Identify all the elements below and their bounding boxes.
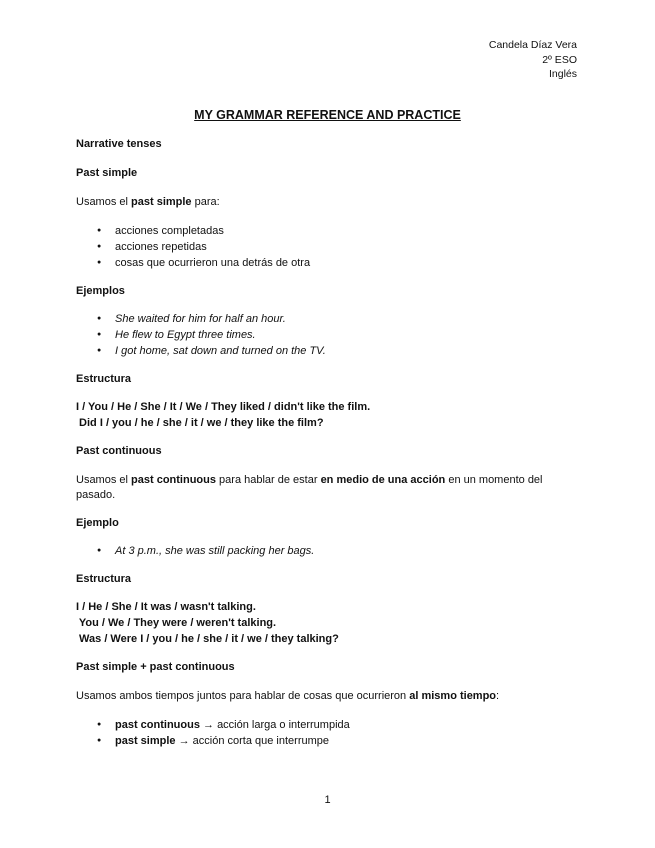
past-simple-examples-list bbox=[76, 311, 581, 359]
list-item: ● He flew to Egypt three times. bbox=[76, 327, 581, 343]
list-item: ● past continuous → acción larga o interrumpida bbox=[76, 717, 581, 733]
document-body bbox=[76, 137, 581, 749]
list-item: ● At 3 p.m., she was still packing her bags. bbox=[76, 543, 581, 559]
subheading-example: Ejemplo bbox=[76, 517, 119, 529]
structure-line: Was / Were I / you / he / she / it / we / they talking? bbox=[76, 633, 339, 645]
structure-line: I / He / She / It was / wasn't talking. bbox=[76, 601, 256, 613]
list-item: ● I got home, sat down and turned on the TV. bbox=[76, 343, 581, 359]
section-heading-narrative-tenses: Narrative tenses bbox=[76, 138, 162, 150]
section-heading-past-simple: Past simple bbox=[76, 167, 138, 179]
structure-line: Did I / you / he / she / it / we / they like the film? bbox=[76, 417, 324, 429]
section-heading-combined: Past simple + past continuous bbox=[76, 661, 235, 673]
list-item: ● acciones completadas bbox=[76, 223, 581, 239]
list-item: ● cosas que ocurrieron una detrás de otra bbox=[76, 255, 581, 271]
past-continuous-examples-list bbox=[76, 543, 581, 559]
list-item: ● past simple → acción corta que interrumpe bbox=[76, 733, 581, 749]
author-name: Candela Díaz Vera bbox=[488, 39, 577, 51]
page-number: 1 bbox=[324, 794, 331, 806]
section-heading-past-continuous: Past continuous bbox=[76, 445, 162, 457]
document-title: MY GRAMMAR REFERENCE AND PRACTICE bbox=[194, 108, 461, 122]
past-simple-intro: Usamos el past simple para: bbox=[76, 196, 220, 208]
subheading-examples: Ejemplos bbox=[76, 285, 125, 297]
subheading-structure: Estructura bbox=[76, 373, 132, 385]
subheading-structure: Estructura bbox=[76, 573, 132, 585]
past-continuous-intro: Usamos el past continuous para hablar de estar en medio de una acción en un momento del pasado. bbox=[76, 474, 543, 501]
structure-line: I / You / He / She / It / We / They liked / didn't like the film. bbox=[76, 401, 371, 413]
grade-label: 2º ESO bbox=[542, 53, 577, 66]
past-simple-uses-list bbox=[76, 223, 581, 271]
document-header bbox=[489, 38, 577, 82]
list-item: ● She waited for him for half an hour. bbox=[76, 311, 581, 327]
list-item: ● acciones repetidas bbox=[76, 239, 581, 255]
structure-line: You / We / They were / weren't talking. bbox=[76, 617, 277, 629]
combined-list bbox=[76, 717, 581, 749]
combined-intro: Usamos ambos tiempos juntos para hablar de cosas que ocurrieron al mismo tiempo: bbox=[76, 690, 500, 702]
subject-label: Inglés bbox=[548, 68, 577, 80]
